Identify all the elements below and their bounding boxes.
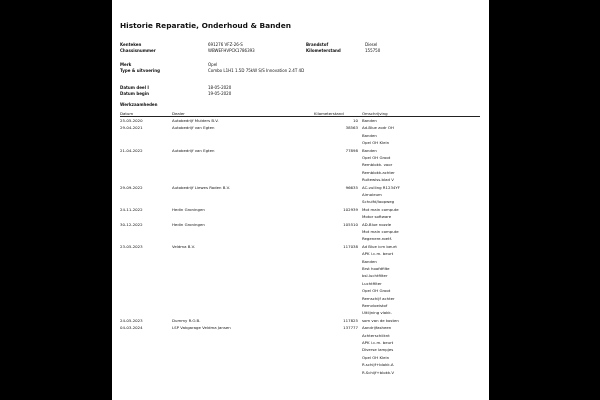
label-datum-begin: Datum begin <box>120 91 149 96</box>
row-description-line: Ad Blue icm beurt <box>362 243 397 249</box>
row-date: 24-11-2022 <box>120 206 143 212</box>
table-header-divider <box>120 116 480 117</box>
row-description-line: Brst hoofdfilte <box>362 266 390 271</box>
row-kilometerstand: 117038 <box>343 243 358 249</box>
row-description-line: som van de kosten <box>362 317 399 323</box>
row-date: 29-09-2022 <box>120 184 143 190</box>
row-description-line: Banden <box>362 118 377 123</box>
row-description-line: Opel OH Groot <box>362 155 391 160</box>
section-title-werkzaamheden: Werkzaamheden <box>120 102 158 107</box>
row-description-line: APK i.c.m. beurt <box>362 251 394 257</box>
value-chassisnummer: WBWEFHVPCK1786393 <box>208 48 255 53</box>
row-dealer: Hedin Groningen <box>172 206 205 212</box>
row-dealer: Autobedrijf Liewes Roden B.V. <box>172 184 230 190</box>
document-title: Historie Reparatie, Onderhoud & Banden <box>120 21 291 30</box>
row-description-line: Aandrijfasheen <box>362 325 392 331</box>
row-description-line: Banden <box>362 132 377 138</box>
value-datum-deel-1: 18-05-2020 <box>208 85 232 90</box>
row-date: 24-05-2023 <box>120 317 143 323</box>
row-description-line: AD-Blue nozzle <box>362 221 392 227</box>
row-description-line: Achterschiiknt <box>362 332 390 338</box>
row-description-line: Remblokk.achter <box>362 169 395 175</box>
row-description-line: Banden <box>362 258 377 264</box>
row-kilometerstand: 105510 <box>343 221 358 227</box>
row-description-line: Opel OH Klein <box>362 140 390 146</box>
row-description-line: AC-vulling R1234YF <box>362 184 401 190</box>
value-kilometerstand: 155750 <box>365 48 381 53</box>
row-description-line: Luchtfilter <box>362 280 382 286</box>
row-kilometerstand: 77898 <box>345 147 358 153</box>
row-description-line: Mot main compute <box>362 206 399 212</box>
label-datum-deel-1: Datum deel I <box>120 85 149 90</box>
row-description-line: Remschijf achter <box>362 295 395 301</box>
value-datum-begin: 19-05-2020 <box>208 91 232 96</box>
row-description-line: Ruitewiss.blad V <box>362 177 394 183</box>
row-description-line: Schuifd/loopweg <box>362 199 395 205</box>
row-description-line: Motor software <box>362 214 392 220</box>
column-header-dealer: Dealer <box>172 111 185 116</box>
value-type-uitvoering: Combo L1H1 1.5D 75kW S/S Innovation 2.4T 4D <box>208 68 305 73</box>
row-date: 21-04-2022 <box>120 147 143 153</box>
label-kenteken: Kenteken <box>120 42 142 47</box>
row-dealer: Autobedrijf van Egten <box>172 125 215 131</box>
row-description-line: Uitlijning vlakk. <box>362 310 392 316</box>
row-kilometerstand: 102939 <box>343 206 358 212</box>
column-header-datum: Datum <box>120 111 134 116</box>
value-kenteken: 691276 VFZ-26-S <box>208 42 243 47</box>
row-dealer: Autobedrijf Mulders B.V. <box>172 118 219 123</box>
row-date: 29-04-2021 <box>120 125 143 131</box>
row-description-line: bsl.luchtfilter <box>362 273 388 279</box>
row-description-line: R.Schijf+blokk.V <box>362 369 395 375</box>
row-description-line: Ad-Blue zodr OH <box>362 125 394 131</box>
row-description-line: Remblokk. voor <box>362 162 393 168</box>
row-description-line: Regenere.roetf. <box>362 236 392 242</box>
row-dealer: Autobedrijf van Egten <box>172 147 215 153</box>
label-kilometerstand: Kilometerstand <box>306 48 341 53</box>
row-dealer: Hedin Groningen <box>172 221 205 227</box>
row-description-line: Opel OH Groot <box>362 288 391 294</box>
label-chassisnummer: Chassisnummer <box>120 48 156 53</box>
row-description-line: R.schijf+blokk.A <box>362 362 394 368</box>
row-description-line: Mot main compute <box>362 229 399 234</box>
row-date: 25-05-2020 <box>120 118 143 123</box>
label-brandstof: Brandstof <box>306 42 329 47</box>
value-merk: Opel <box>208 62 218 67</box>
row-kilometerstand: 117825 <box>343 317 358 323</box>
column-header-kilometerstand: Kilometerstand <box>314 111 344 116</box>
row-dealer: Dummy R.O.B. <box>172 317 201 323</box>
row-description-line: Banden <box>362 147 377 153</box>
row-kilometerstand: 137777 <box>343 325 358 331</box>
document-page <box>112 0 489 400</box>
row-description-line: Opel OH Klein <box>362 354 390 360</box>
label-type-uitvoering: Type & uitvoering <box>120 68 160 73</box>
row-kilometerstand: 10 <box>353 118 358 123</box>
row-description-line: Remvloeistof <box>362 303 388 308</box>
value-brandstof: Diesel <box>365 42 378 47</box>
row-kilometerstand: 38563 <box>345 125 358 131</box>
label-merk: Merk <box>120 62 132 67</box>
row-description-line: Airnoleum <box>362 192 382 197</box>
row-dealer: Veldma B.V. <box>172 243 196 249</box>
row-date: 23-05-2023 <box>120 243 143 249</box>
row-description-line: APK i.c.m. beurt <box>362 340 394 345</box>
row-date: 30-12-2022 <box>120 221 143 227</box>
row-kilometerstand: 96635 <box>345 184 358 190</box>
column-header-omschrijving: Omschrijving <box>362 111 388 116</box>
row-dealer: LSP Vakgarage Veldma Jansen <box>172 325 231 331</box>
row-description-line: Diverse lampjes <box>362 347 394 353</box>
row-date: 04-03-2024 <box>120 325 143 331</box>
